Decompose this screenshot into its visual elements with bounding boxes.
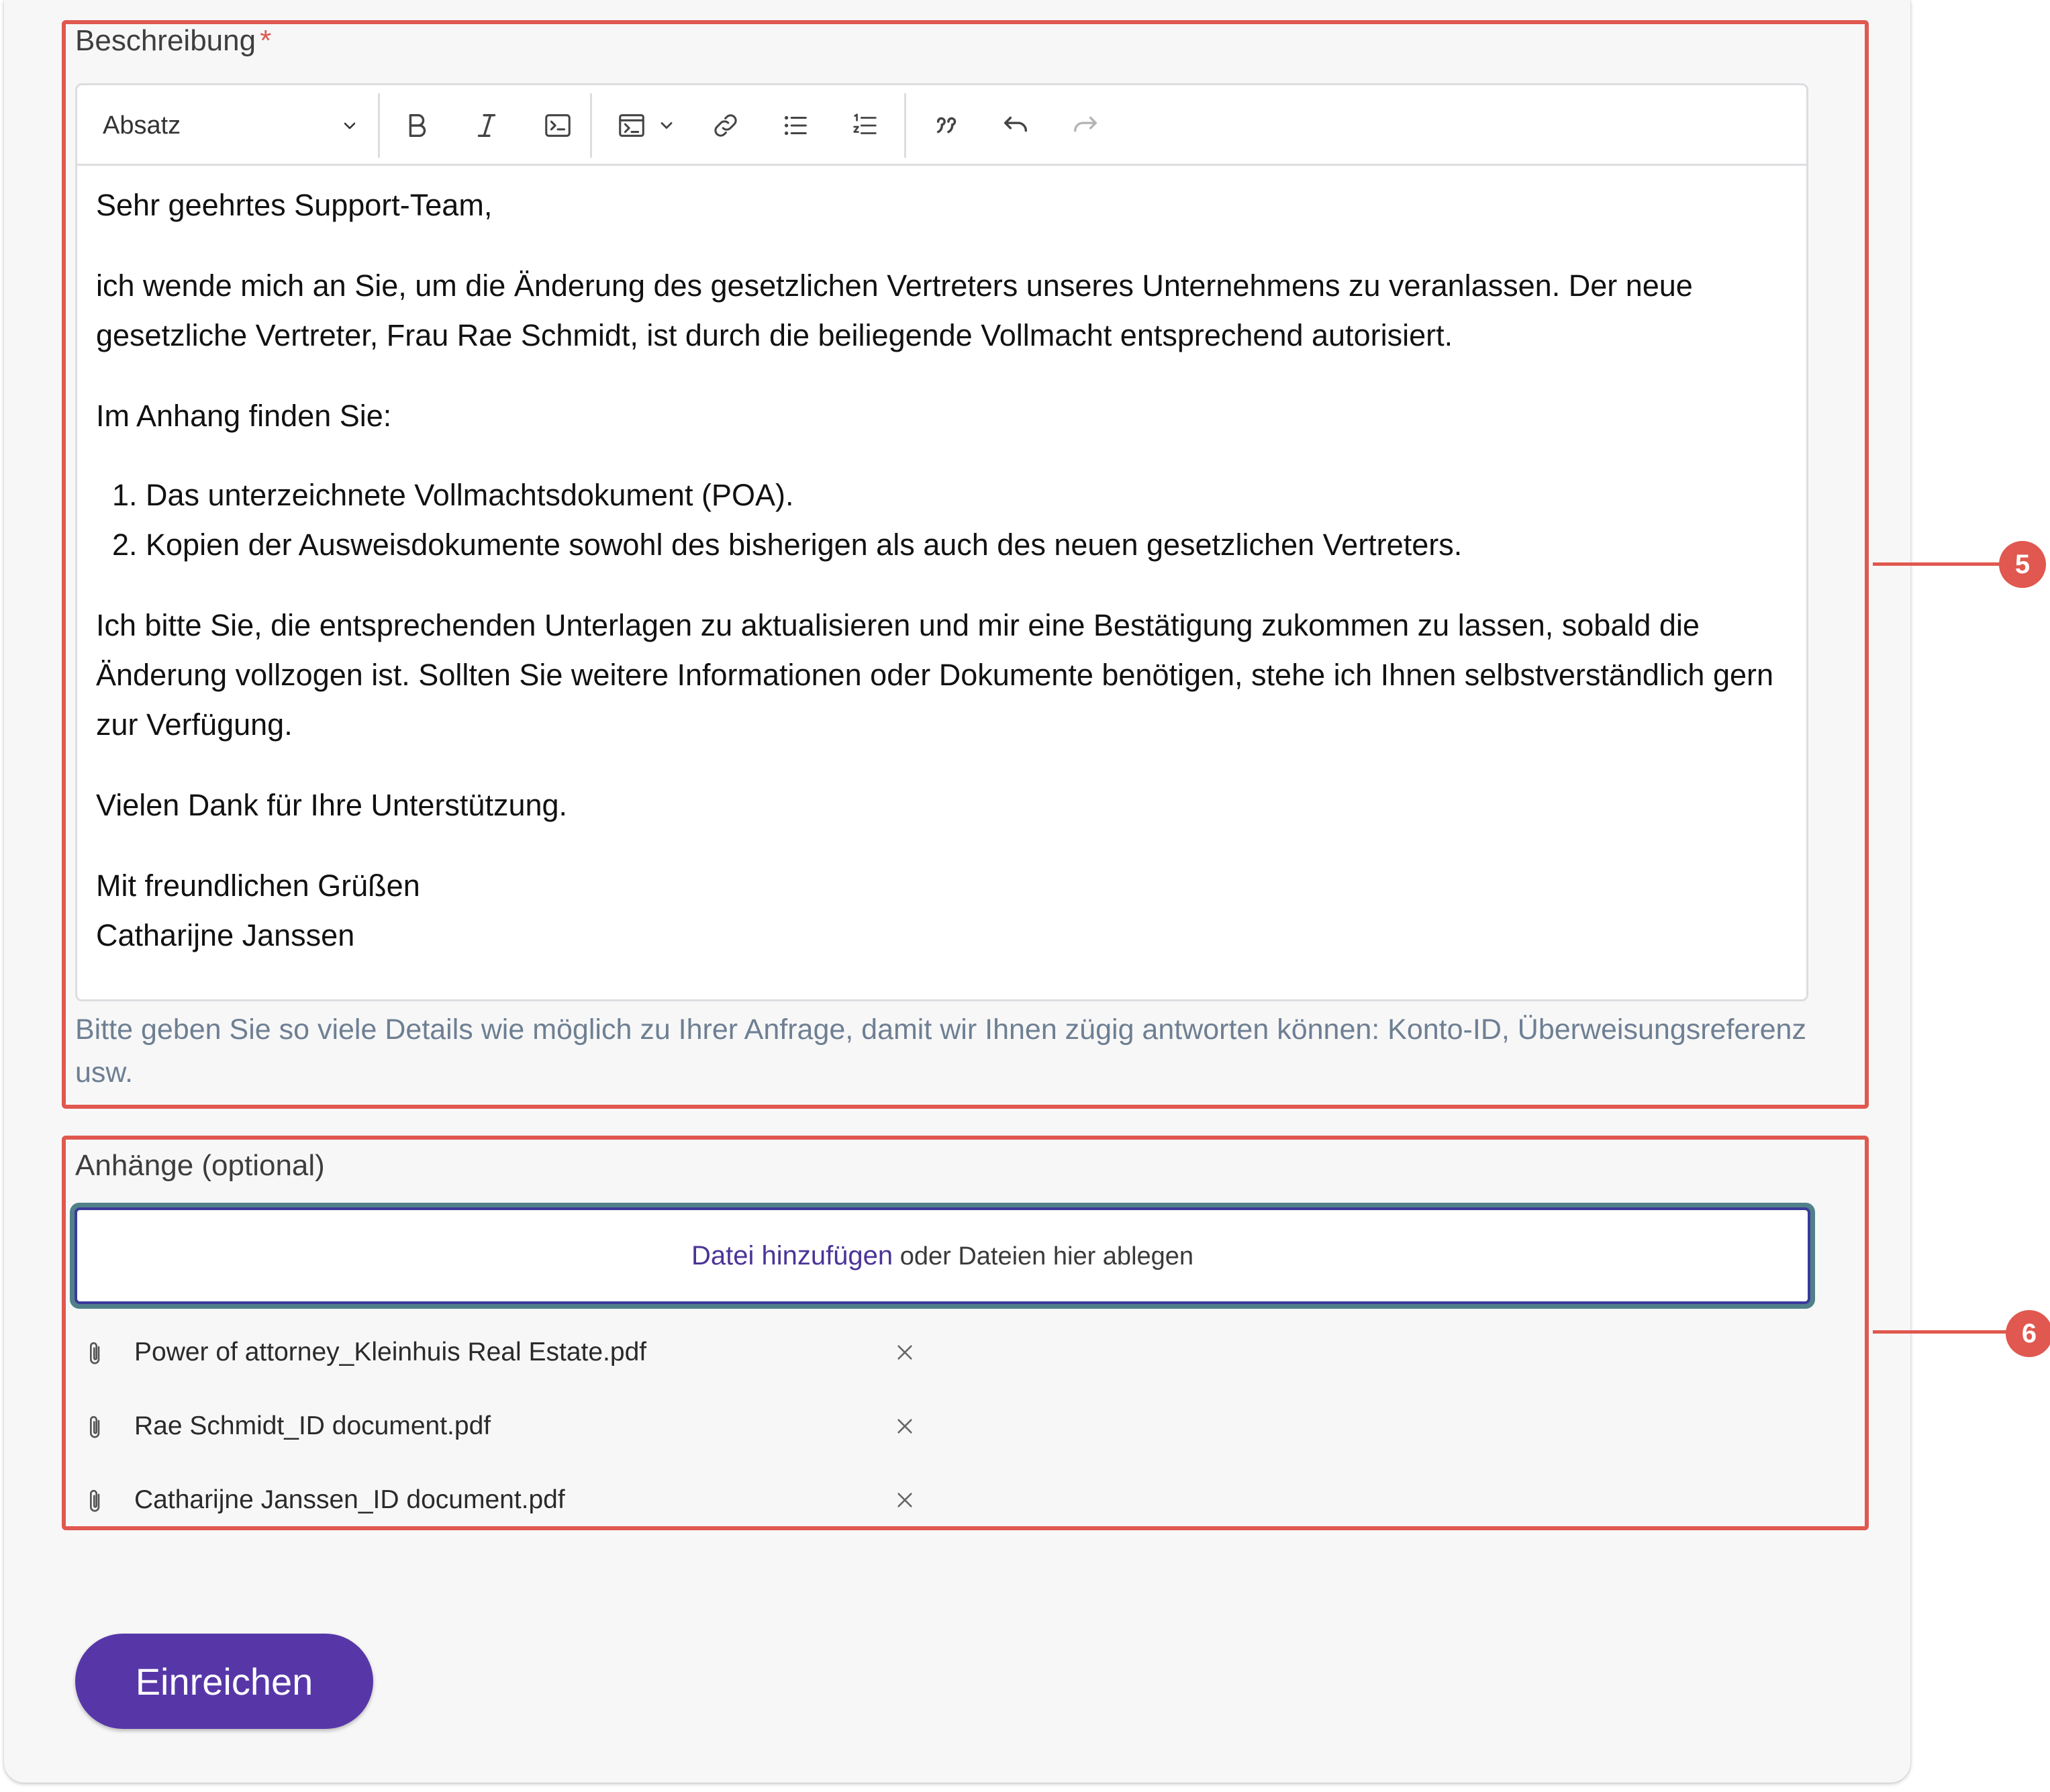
bold-button[interactable]	[398, 107, 436, 144]
link-button[interactable]	[707, 107, 744, 144]
bold-icon	[401, 110, 432, 141]
close-icon[interactable]	[895, 1417, 914, 1436]
bullet-list-button[interactable]	[777, 107, 814, 144]
closing-line: Mit freundlichen Grüßen	[96, 868, 420, 903]
callout-connector	[1873, 562, 2000, 566]
description-help-text: Bitte geben Sie so viele Details wie möglich zu Ihrer Anfrage, damit wir Ihnen zügig antworten können: Konto-ID, Überweisungsreferenz usw.	[75, 1013, 1806, 1089]
undo-icon	[1000, 110, 1031, 141]
redo-button[interactable]	[1067, 107, 1104, 144]
required-marker: *	[260, 24, 272, 57]
list-item: 2. Kopien der Ausweisdokumente sowohl des bisherigen als auch des neuen gesetzlichen Vertreters.	[146, 520, 1788, 570]
editor-content[interactable]	[96, 166, 1788, 960]
toolbar-divider	[904, 93, 906, 158]
body-paragraph-1: ich wende mich an Sie, um die Änderung des gesetzlichen Vertreters unseres Unternehmens zu veranlassen. Der neue gesetzliche Vertreter, Frau Rae Schmidt, ist durch die beiliegende Vollmacht entsprechend autorisiert.	[96, 268, 1693, 352]
description-label	[75, 24, 271, 58]
blockquote-icon	[932, 110, 963, 141]
paperclip-icon	[83, 1488, 107, 1515]
paperclip-icon	[83, 1340, 107, 1367]
callout-badge-6: 6	[2006, 1310, 2050, 1357]
editor-toolbar	[77, 85, 1806, 166]
attachments-label: Anhänge (optional)	[75, 1149, 325, 1182]
italic-icon	[471, 110, 502, 141]
code-block-icon	[616, 110, 647, 141]
callout-connector	[1873, 1330, 2007, 1334]
signature-line: Catharijne Janssen	[96, 918, 355, 952]
file-dropzone-inner	[75, 1207, 1810, 1304]
add-file-link[interactable]: Datei hinzufügen	[691, 1241, 893, 1271]
blockquote-button[interactable]	[928, 107, 966, 144]
paperclip-icon	[83, 1414, 107, 1441]
inline-code-button[interactable]	[539, 107, 577, 144]
chevron-down-icon	[342, 117, 358, 134]
italic-button[interactable]	[468, 107, 505, 144]
code-block-button[interactable]	[613, 107, 650, 144]
attachment-row	[83, 1329, 929, 1376]
file-dropzone[interactable]	[70, 1203, 1815, 1309]
attachment-filename: Rae Schmidt_ID document.pdf	[134, 1411, 491, 1440]
attachment-filename: Power of attorney_Kleinhuis Real Estate.pdf	[134, 1338, 647, 1366]
callout-badge-5: 5	[1999, 541, 2046, 588]
closing-paragraph	[96, 861, 1788, 960]
body-paragraph-2: Im Anhang finden Sie:	[96, 399, 392, 433]
dropdown-chevron-icon	[657, 116, 676, 135]
body-paragraph-4: Vielen Dank für Ihre Unterstützung.	[96, 788, 568, 822]
link-icon	[710, 110, 741, 141]
inline-code-icon	[542, 110, 573, 141]
toolbar-divider	[378, 93, 380, 158]
close-icon[interactable]	[895, 1343, 914, 1362]
code-block-dropdown[interactable]	[653, 107, 680, 144]
close-icon[interactable]	[895, 1491, 914, 1509]
undo-button[interactable]	[997, 107, 1034, 144]
greeting-paragraph: Sehr geehrtes Support-Team,	[96, 188, 493, 222]
toolbar-divider	[590, 93, 592, 158]
attachment-list	[96, 470, 1788, 570]
rich-text-editor[interactable]	[75, 83, 1808, 1001]
attachment-filename: Catharijne Janssen_ID document.pdf	[134, 1485, 565, 1514]
numbered-list-button[interactable]	[846, 107, 884, 144]
description-label-text: Beschreibung	[75, 24, 256, 57]
submit-button[interactable]: Einreichen	[75, 1634, 373, 1729]
attachment-row	[83, 1403, 929, 1450]
bullet-list-icon	[780, 110, 811, 141]
dropzone-hint: oder Dateien hier ablegen	[893, 1242, 1194, 1271]
list-item: 1. Das unterzeichnete Vollmachtsdokument (POA).	[146, 470, 1788, 520]
numbered-list-icon	[850, 110, 881, 141]
attachment-row	[83, 1477, 929, 1524]
block-format-value: Absatz	[103, 111, 181, 140]
body-paragraph-3: Ich bitte Sie, die entsprechenden Unterlagen zu aktualisieren und mir eine Bestätigung zukommen zu lassen, sobald die Änderung vollzogen ist. Sollten Sie weitere Informationen oder Dokumente benötigen, stehe ich Ihnen selbstverständlich gern zur Verfügung.	[96, 608, 1774, 742]
redo-icon	[1070, 110, 1101, 141]
block-format-select[interactable]	[103, 105, 358, 146]
